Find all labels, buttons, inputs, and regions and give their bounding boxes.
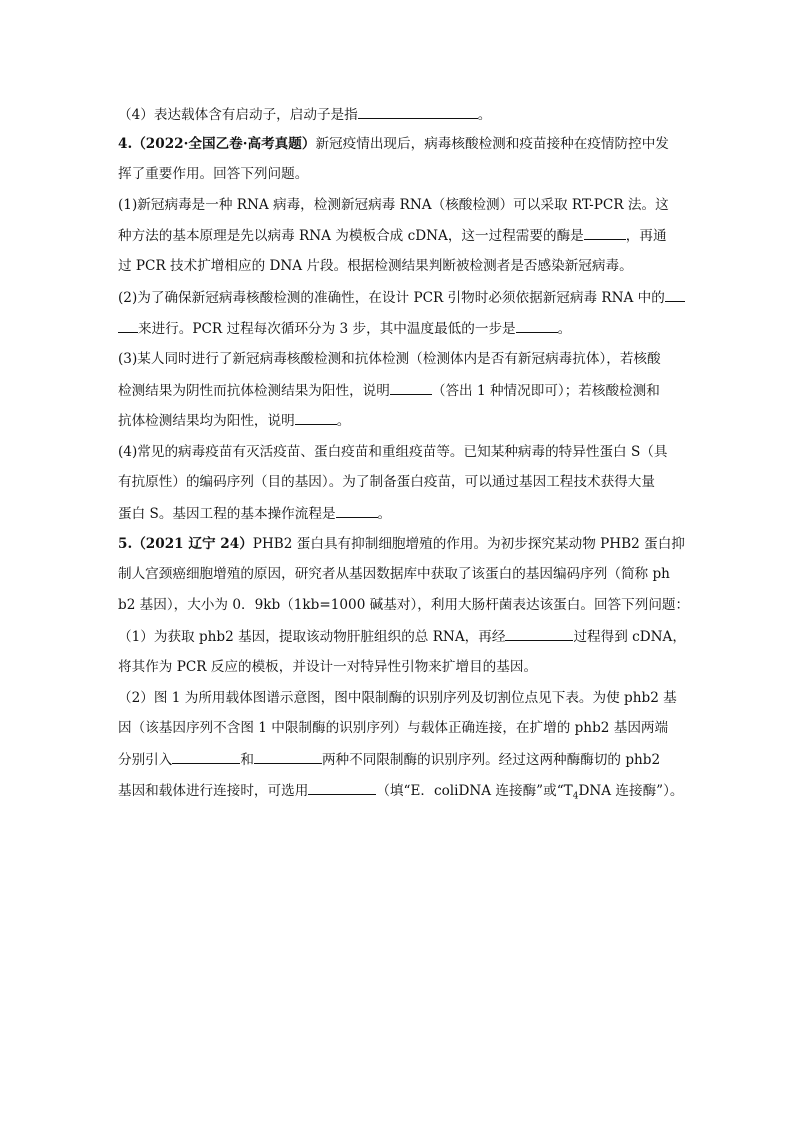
q5-header-line	[118, 534, 685, 554]
q3-part4-text: （4）表达载体含有启动子，启动子是指	[118, 107, 358, 123]
answer-blank[interactable]	[505, 626, 573, 641]
answer-blank[interactable]	[254, 749, 322, 764]
q5-p2-line-3: 分别引入 和 两种不同限制酶的识别序列。经过这两种酶酶切的 phb2	[118, 749, 660, 770]
question-source: （2021 辽宁 24）	[132, 536, 253, 552]
q4-p4-line-1: (4)常见的病毒疫苗有灭活疫苗、蛋白疫苗和重组疫苗等。已知某种病毒的特异性蛋白 S（具	[118, 444, 668, 460]
q5-p2-line-2: 因（该基因序列不含图 1 中限制酶的识别序列）与载体正确连接，在扩增的 phb2 基因两端	[118, 720, 669, 736]
q4-p4-line-2: 有抗原性）的编码序列（目的基因）。为了制备蛋白疫苗，可以通过基因工程技术获得大量	[118, 474, 655, 490]
q5-p2-line-1: （2）图 1 为所用载体图谱示意图，图中限制酶的识别序列及切割位点见下表。为使 phb2 基	[118, 690, 677, 706]
answer-blank[interactable]	[390, 380, 432, 395]
q4-p3-line-3: 抗体检测结果均为阳性，说明 。	[118, 410, 350, 431]
answer-blank[interactable]	[295, 410, 337, 425]
q4-header-line	[118, 134, 669, 154]
q5-stem-line-2: 制人宫颈癌细胞增殖的原因，研究者从基因数据库中获取了该蛋白的基因编码序列（简称 ph	[118, 566, 670, 582]
answer-blank[interactable]	[665, 287, 685, 302]
answer-blank-continued[interactable]	[118, 318, 138, 333]
q5-p1-line-1: （1）为获取 phb2 基因，提取该动物肝脏组织的总 RNA，再经 过程得到 cDNA，	[118, 626, 686, 647]
question-number: 5.	[118, 536, 133, 552]
q5-p1-line-2: 将其作为 PCR 反应的模板，并设计一对特异性引物来扩增目的基因。	[118, 659, 538, 675]
answer-blank[interactable]	[308, 780, 376, 795]
q5-stem-line-3: b2 基因），大小为 0．9kb（1kb=1000 碱基对），利用大肠杆菌表达该蛋白。回答下列问题：	[118, 597, 690, 613]
q4-p4-line-3: 蛋白 S。基因工程的基本操作流程是 。	[118, 503, 391, 524]
answer-blank[interactable]	[516, 318, 558, 333]
question-stem: PHB2 蛋白具有抑制细胞增殖的作用。为初步探究某动物 PHB2 蛋白抑	[252, 536, 685, 552]
answer-blank[interactable]	[172, 749, 240, 764]
q5-p2-line-4: 基因和载体进行连接时，可选用 （填“E．coliDNA 连接酶”或“$T_4DNA$ 连接酶”）。	[118, 780, 684, 807]
question-source: （2022·全国乙卷·高考真题）	[132, 136, 316, 152]
question-stem: 新冠疫情出现后，病毒核酸检测和疫苗接种在疫情防控中发	[315, 136, 669, 152]
q4-p2-line-1: (2)为了确保新冠病毒核酸检测的准确性，在设计 PCR 引物时必须依据新冠病毒 RNA 中的	[118, 287, 685, 308]
q4-p1-line-2: 种方法的基本原理是先以病毒 RNA 为模板合成 cDNA，这一过程需要的酶是 ，再通	[118, 225, 667, 246]
q4-stem-line: 挥了重要作用。回答下列问题。	[118, 166, 309, 182]
q4-p1-line-1: (1)新冠病毒是一种 RNA 病毒，检测新冠病毒 RNA（核酸检测）可以采取 RT-PCR 法。这	[118, 197, 669, 213]
q3-part4-line: （4）表达载体含有启动子，启动子是指 。	[118, 104, 491, 125]
q4-p1-line-3: 过 PCR 技术扩增相应的 DNA 片段。根据检测结果判断被检测者是否感染新冠病毒。	[118, 258, 633, 274]
q4-p3-line-2: 检测结果为阴性而抗体检测结果为阳性，说明 （答出 1 种情况即可）；若核酸检测和	[118, 380, 660, 401]
answer-blank[interactable]	[584, 225, 626, 240]
question-number: 4.	[118, 136, 133, 152]
q4-p3-line-1: (3)某人同时进行了新冠病毒核酸检测和抗体检测（检测体内是否有新冠病毒抗体），若核酸	[118, 351, 661, 367]
q4-p2-line-2: 来进行。PCR 过程每次循环分为 3 步，其中温度最低的一步是 。	[118, 318, 571, 339]
answer-blank[interactable]	[336, 503, 378, 518]
answer-blank[interactable]	[358, 104, 478, 119]
